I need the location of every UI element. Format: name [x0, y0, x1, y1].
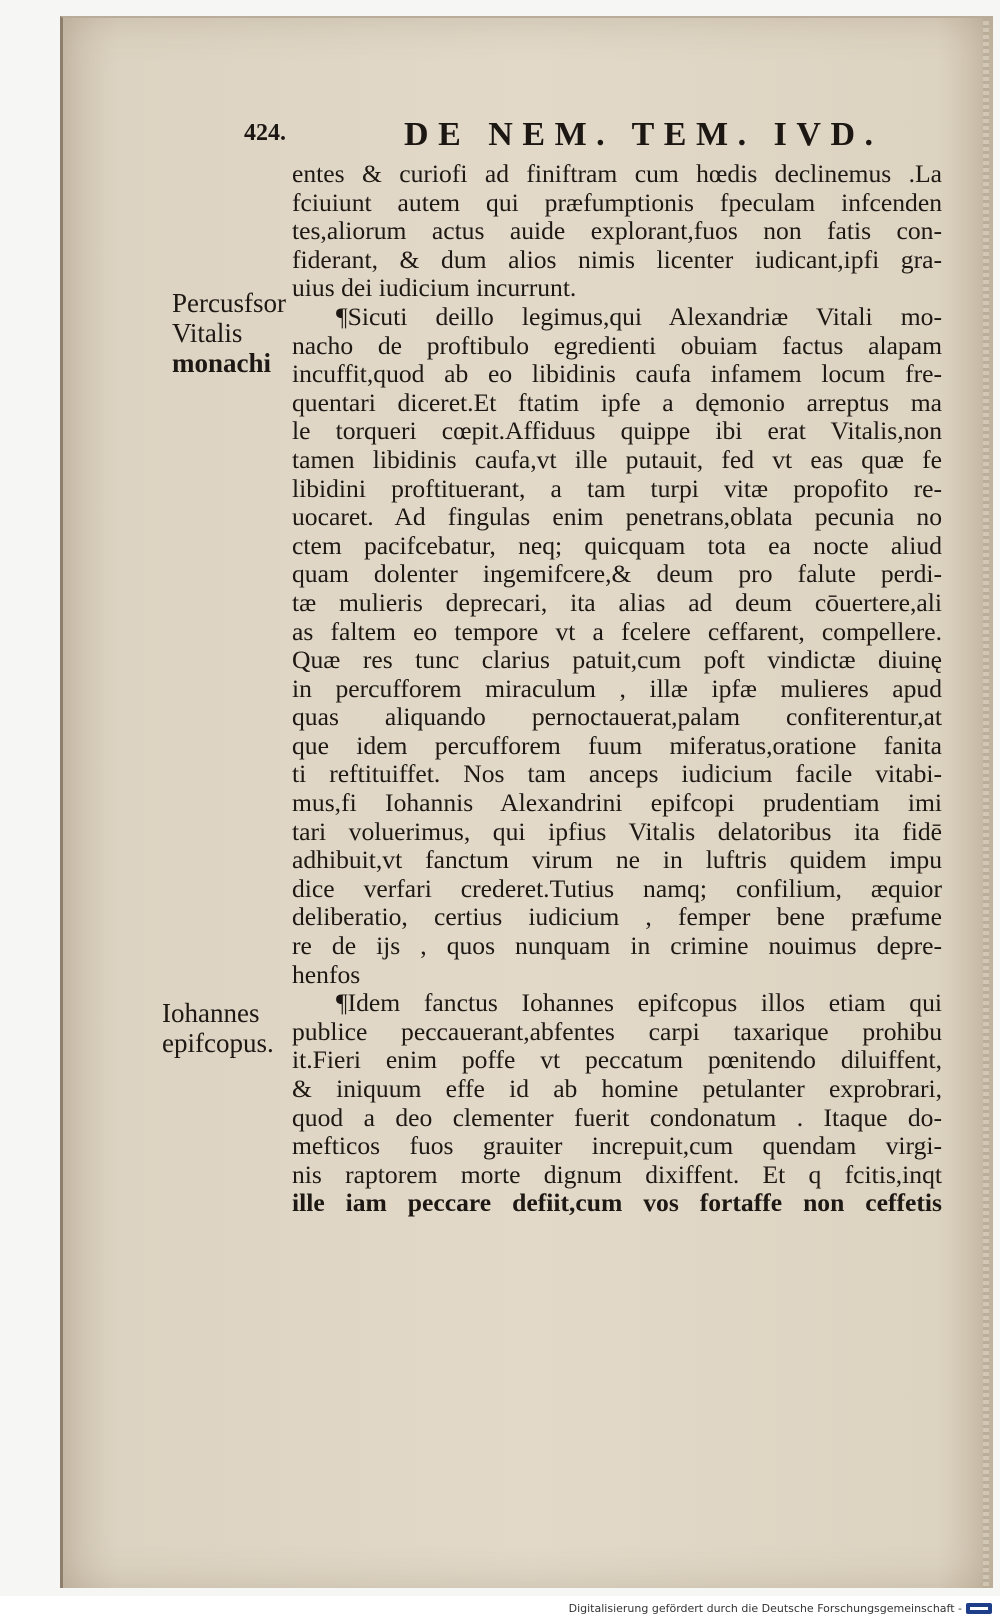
- body-text: [292, 160, 942, 1218]
- text-line: que idem percufforem fuum miferatus,oratione fanita: [292, 730, 942, 760]
- marginal-note-iohannes: [162, 998, 274, 1058]
- marginal-line: monachi: [172, 348, 272, 378]
- text-line: uius dei iudicium incurrunt.: [292, 273, 577, 303]
- text-line: deliberatio, certius iudicium , femper bene præfume: [292, 902, 942, 932]
- text-line: Quæ res tunc clarius patuit,cum poft vindictæ diuinę: [292, 645, 942, 675]
- folio-number: 424.: [244, 120, 286, 146]
- text-line: uocaret. Ad fingulas enim penetrans,oblata pecunia no: [292, 502, 942, 532]
- text-line: dice verfari crederet.Tutius namq; confilium, æquior: [292, 873, 942, 903]
- running-head: DE NEM. TEM. IVD.: [404, 116, 883, 153]
- text-line: ¶Idem fanctus Iohannes epifcopus illos etiam qui: [336, 988, 942, 1018]
- text-line: quentari diceret.Et ftatim ipfe a dęmonio arreptus ma: [292, 387, 942, 417]
- text-line: ctem pacifcebatur, neq; quicquam tota ea nocte aliud: [292, 530, 942, 560]
- text-line: & iniquum effe id ab homine petulanter exprobrari,: [292, 1074, 942, 1103]
- text-line: tæ mulieris deprecari, ita alias ad deum cōuertere,ali: [292, 587, 942, 617]
- text-line: as faltem eo tempore vt a fcelere ceffarent, compellere.: [292, 616, 942, 646]
- marginal-note-percussor: [172, 288, 286, 378]
- text-line: ¶Sicuti deillo legimus,qui Alexandriæ Vitali mo-: [336, 301, 942, 331]
- text-line: entes & curiofi ad finiftram cum hœdis declinemus .La: [292, 159, 942, 188]
- text-line: tamen libidinis caufa,vt ille putauit, fed vt eas quæ fe: [292, 444, 942, 474]
- marginal-line: Iohannes: [162, 998, 260, 1028]
- marginal-line: Vitalis: [172, 318, 243, 348]
- text-line: nis raptorem morte dignum dixiffent. Et q fcitis,inqt: [292, 1159, 942, 1189]
- text-line: quod a deo clementer fuerit condonatum . Itaque do-: [292, 1102, 942, 1132]
- text-line: mefticos fuos grauiter increpuit,cum quendam virgi-: [292, 1131, 942, 1161]
- text-line: tari voluerimus, qui ipfius Vitalis delatoribus ita fidē: [292, 816, 942, 846]
- text-line: le torqueri cœpit.Affiduus quippe ibi erat Vitalis,non: [292, 416, 942, 446]
- footer-bar: [0, 1600, 1000, 1620]
- page-edge: [983, 18, 989, 1588]
- text-line: it.Fieri enim poffe vt peccatum pœnitendo diluiffent,: [292, 1045, 942, 1075]
- digitization-credit: Digitalisierung gefördert durch die Deutsche Forschungsgemeinschaft -: [568, 1602, 962, 1615]
- text-line: quas aliquando pernoctauerat,palam confiterentur,at: [292, 702, 942, 732]
- marginal-line: Percusfsor: [172, 288, 286, 318]
- text-line: ti reftituiffet. Nos tam anceps iudicium facile vitabi-: [292, 759, 942, 789]
- text-line: fiderant, & dum alios nimis licenter iudicant,ipfi gra-: [292, 244, 942, 274]
- text-line: quam dolenter ingemifcere,& deum pro falute perdi-: [292, 559, 942, 589]
- text-line: tes,aliorum actus auide explorant,fuos non fatis con-: [292, 216, 942, 246]
- text-line: re de ijs , quos nunquam in crimine nouimus depre-: [292, 931, 942, 961]
- text-line: libidini proftituerant, a tam turpi vitæ propofito re-: [292, 473, 942, 503]
- text-line: adhibuit,vt fanctum virum ne in luftris quidem impu: [292, 845, 942, 875]
- text-line: publice peccauerant,abfentes carpi taxarique prohibu: [292, 1016, 942, 1046]
- text-line: mus,fi Iohannis Alexandrini epifcopi prudentiam imi: [292, 788, 942, 818]
- text-line: henfos: [292, 959, 361, 989]
- text-line: in percufforem miraculum , illæ ipfæ mulieres apud: [292, 673, 942, 703]
- marginal-line: epifcopus.: [162, 1028, 274, 1058]
- text-line: fciuiunt autem qui præfumptionis fpeculam infcenden: [292, 187, 942, 217]
- text-line: ille iam peccare defiit,cum vos fortaffe non ceffetis: [292, 1188, 942, 1218]
- text-line: nacho de proftibulo egredienti obuiam factus alapam: [292, 330, 942, 360]
- text-line: incuffit,quod ab eo libidinis caufa infamem locum fre-: [292, 359, 942, 389]
- dfg-logo-icon: [966, 1603, 992, 1614]
